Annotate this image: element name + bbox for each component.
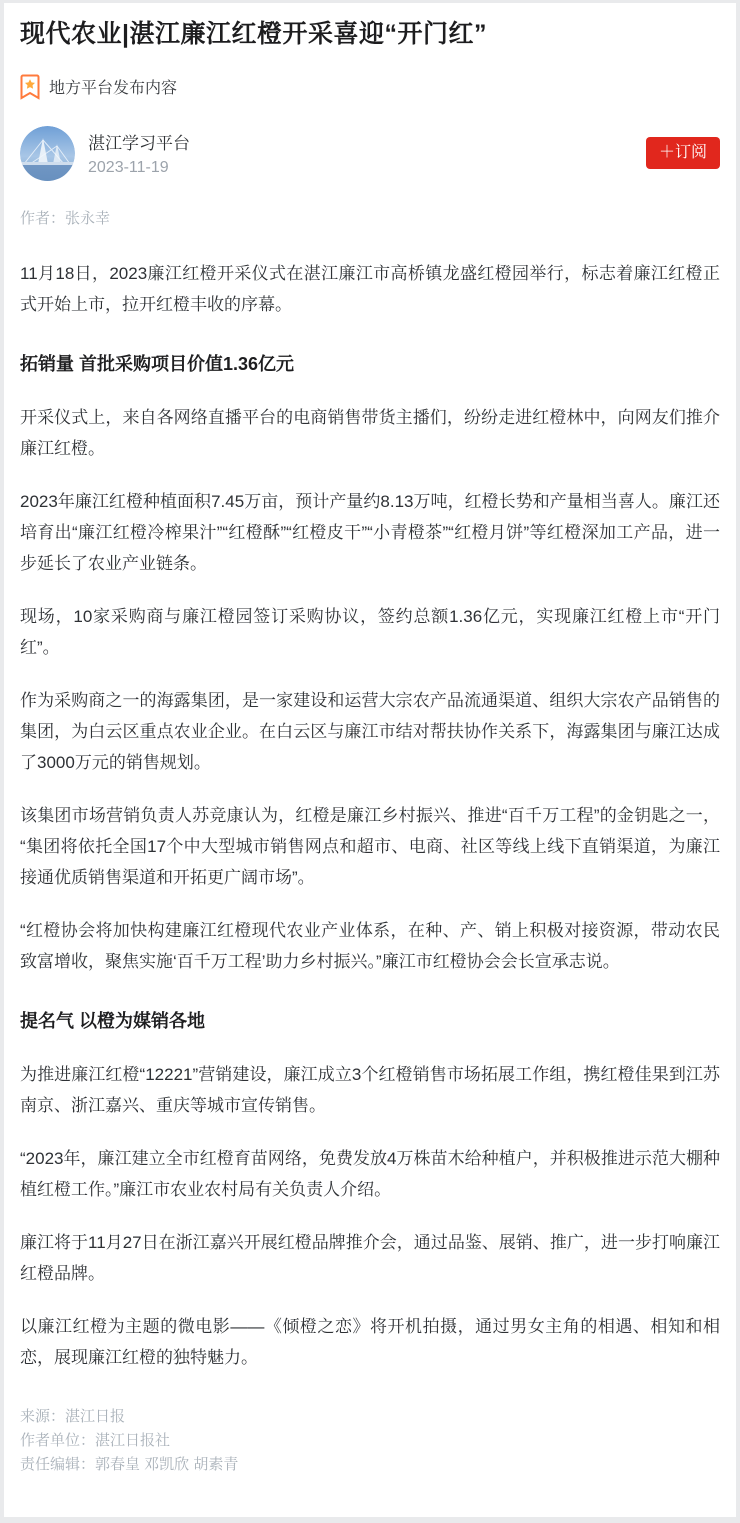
publisher-row [20,126,720,181]
subscribe-button[interactable]: ＋订阅 [646,137,720,169]
article-body [20,258,720,1373]
footer-meta [20,1405,720,1477]
article-paragraph: 现场，10家采购商与廉江橙园签订采购协议，签约总额1.36亿元，实现廉江红橙上市“开门红”。 [20,606,720,657]
source-line: 来源：湛江日报 [20,1407,126,1425]
article-paragraph: 11月18日，2023廉江红橙开采仪式在湛江廉江市高桥镇龙盛红橙园举行，标志着廉江红橙正式开始上市，拉开红橙丰收的序幕。 [20,263,720,314]
article-card [4,3,736,1517]
article-paragraph: 以廉江红橙为主题的微电影——《倾橙之恋》将开机拍摄，通过男女主角的相遇、相知和相恋，展现廉江红橙的独特魅力。 [20,1316,720,1367]
article-paragraph: “红橙协会将加快构建廉江红橙现代农业产业体系，在种、产、销上积极对接资源，带动农民致富增收，聚焦实施‘百千万工程’助力乡村振兴。”廉江市红橙协会会长宣承志说。 [20,920,720,971]
platform-badge-label: 地方平台发布内容 [49,80,178,98]
article-paragraph: 廉江将于11月27日在浙江嘉兴开展红橙品牌推介会，通过品鉴、展销、推广，进一步打响廉江红橙品牌。 [20,1232,720,1283]
page-title: 现代农业|湛江廉江红橙开采喜迎“开门红” [20,20,487,48]
publisher-avatar[interactable] [20,126,75,181]
editors-line: 责任编辑：郭春皇 邓凯欣 胡素青 [20,1455,239,1473]
publisher-meta [88,129,646,177]
author-line: 作者：张永幸 [20,209,111,227]
publisher-name[interactable]: 湛江学习平台 [88,134,190,154]
article-subheading: 拓销量 首批采购项目价值1.36亿元 [20,353,295,374]
article-paragraph: 为推进廉江红橙“12221”营销建设，廉江成立3个红橙销售市场拓展工作组，携红橙佳果到江苏南京、浙江嘉兴、重庆等城市宣传销售。 [20,1064,720,1115]
article-paragraph: 2023年廉江红橙种植面积7.45万亩，预计产量约8.13万吨，红橙长势和产量相当喜人。廉江还培育出“廉江红橙冷榨果汁”“红橙酥”“红橙皮干”“小青橙茶”“红橙月饼”等红橙深加工产品，进一步延长了农业产业链条。 [20,491,720,573]
publish-date: 2023-11-19 [88,159,169,177]
article-paragraph: “2023年，廉江建立全市红橙育苗网络，免费发放4万株苗木给种植户，并积极推进示范大棚种植红橙工作。”廉江市农业农村局有关负责人介绍。 [20,1148,720,1199]
article-paragraph: 作为采购商之一的海露集团，是一家建设和运营大宗农产品流通渠道、组织大宗农产品销售的集团，为白云区重点农业企业。在白云区与廉江市结对帮扶协作关系下，海露集团与廉江达成了3000万元的销售规划。 [20,690,720,772]
platform-badge [20,74,720,100]
article-paragraph: 该集团市场营销负责人苏竞康认为，红橙是廉江乡村振兴、推进“百千万工程”的金钥匙之一，“集团将依托全国17个中大型城市销售网点和超市、电商、社区等线上线下直销渠道，为廉江接通优质销售渠道和开拓更广阔市场”。 [20,805,720,887]
author-unit-line: 作者单位：湛江日报社 [20,1431,171,1449]
article-subheading: 提名气 以橙为媒销各地 [20,1010,205,1031]
article-paragraph: 开采仪式上，来自各网络直播平台的电商销售带货主播们，纷纷走进红橙林中，向网友们推介廉江红橙。 [20,407,720,458]
bookmark-star-icon [20,74,40,100]
